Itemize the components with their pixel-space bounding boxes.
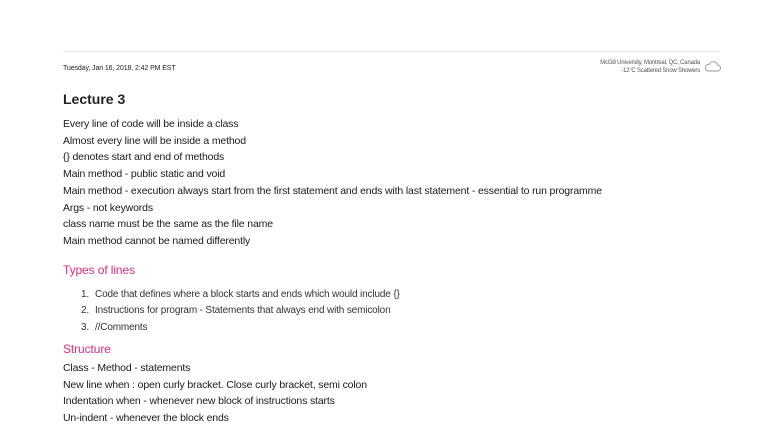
note-title: Lecture 3	[63, 91, 126, 107]
text-line: Args - not keywords	[63, 201, 153, 214]
text-line: Un-indent - whenever the block ends	[63, 412, 229, 425]
weather-location: McGill University, Montreal, QC, Canada	[600, 60, 700, 66]
list-number: 3.	[80, 321, 89, 333]
text-line: Main method - execution always start from the first statement and ends with last statement - essential to run programme	[63, 184, 602, 197]
list-item	[63, 287, 400, 303]
structure-lines	[63, 360, 367, 427]
text-line: Almost every line will be inside a method	[63, 134, 246, 147]
text-line: New line when : open curly bracket. Close curly bracket, semi colon	[63, 378, 367, 391]
types-heading: Types of lines	[63, 263, 135, 277]
list-item	[63, 303, 400, 319]
text-line: Class - Method - statements	[63, 362, 191, 374]
cloud-icon	[704, 60, 721, 72]
top-divider	[63, 51, 720, 52]
text-line: Indentation when - whenever new block of instructions starts	[63, 395, 335, 408]
text-line: class name must be the same as the file name	[63, 218, 273, 231]
text-line: Every line of code will be inside a class	[63, 118, 239, 130]
list-number: 1.	[80, 289, 89, 300]
list-text: //Comments	[95, 321, 148, 333]
list-item	[63, 320, 400, 336]
weather-condition: -12°C Scattered Snow Showers	[621, 68, 700, 74]
list-text: Code that defines where a block starts and ends which would include {}	[95, 289, 400, 300]
weather-info	[600, 59, 700, 75]
note-date: Tuesday, Jan 16, 2018, 2:42 PM EST	[63, 65, 176, 72]
text-line: Main method - public static and void	[63, 168, 226, 181]
list-text: Instructions for program - Statements that always end with semicolon	[95, 305, 391, 317]
types-list	[63, 287, 400, 336]
text-line: {} denotes start and end of methods	[63, 151, 225, 164]
structure-heading: Structure	[63, 342, 111, 356]
intro-lines	[63, 116, 602, 250]
list-number: 2.	[80, 305, 89, 317]
text-line: Main method cannot be named differently	[63, 234, 251, 247]
